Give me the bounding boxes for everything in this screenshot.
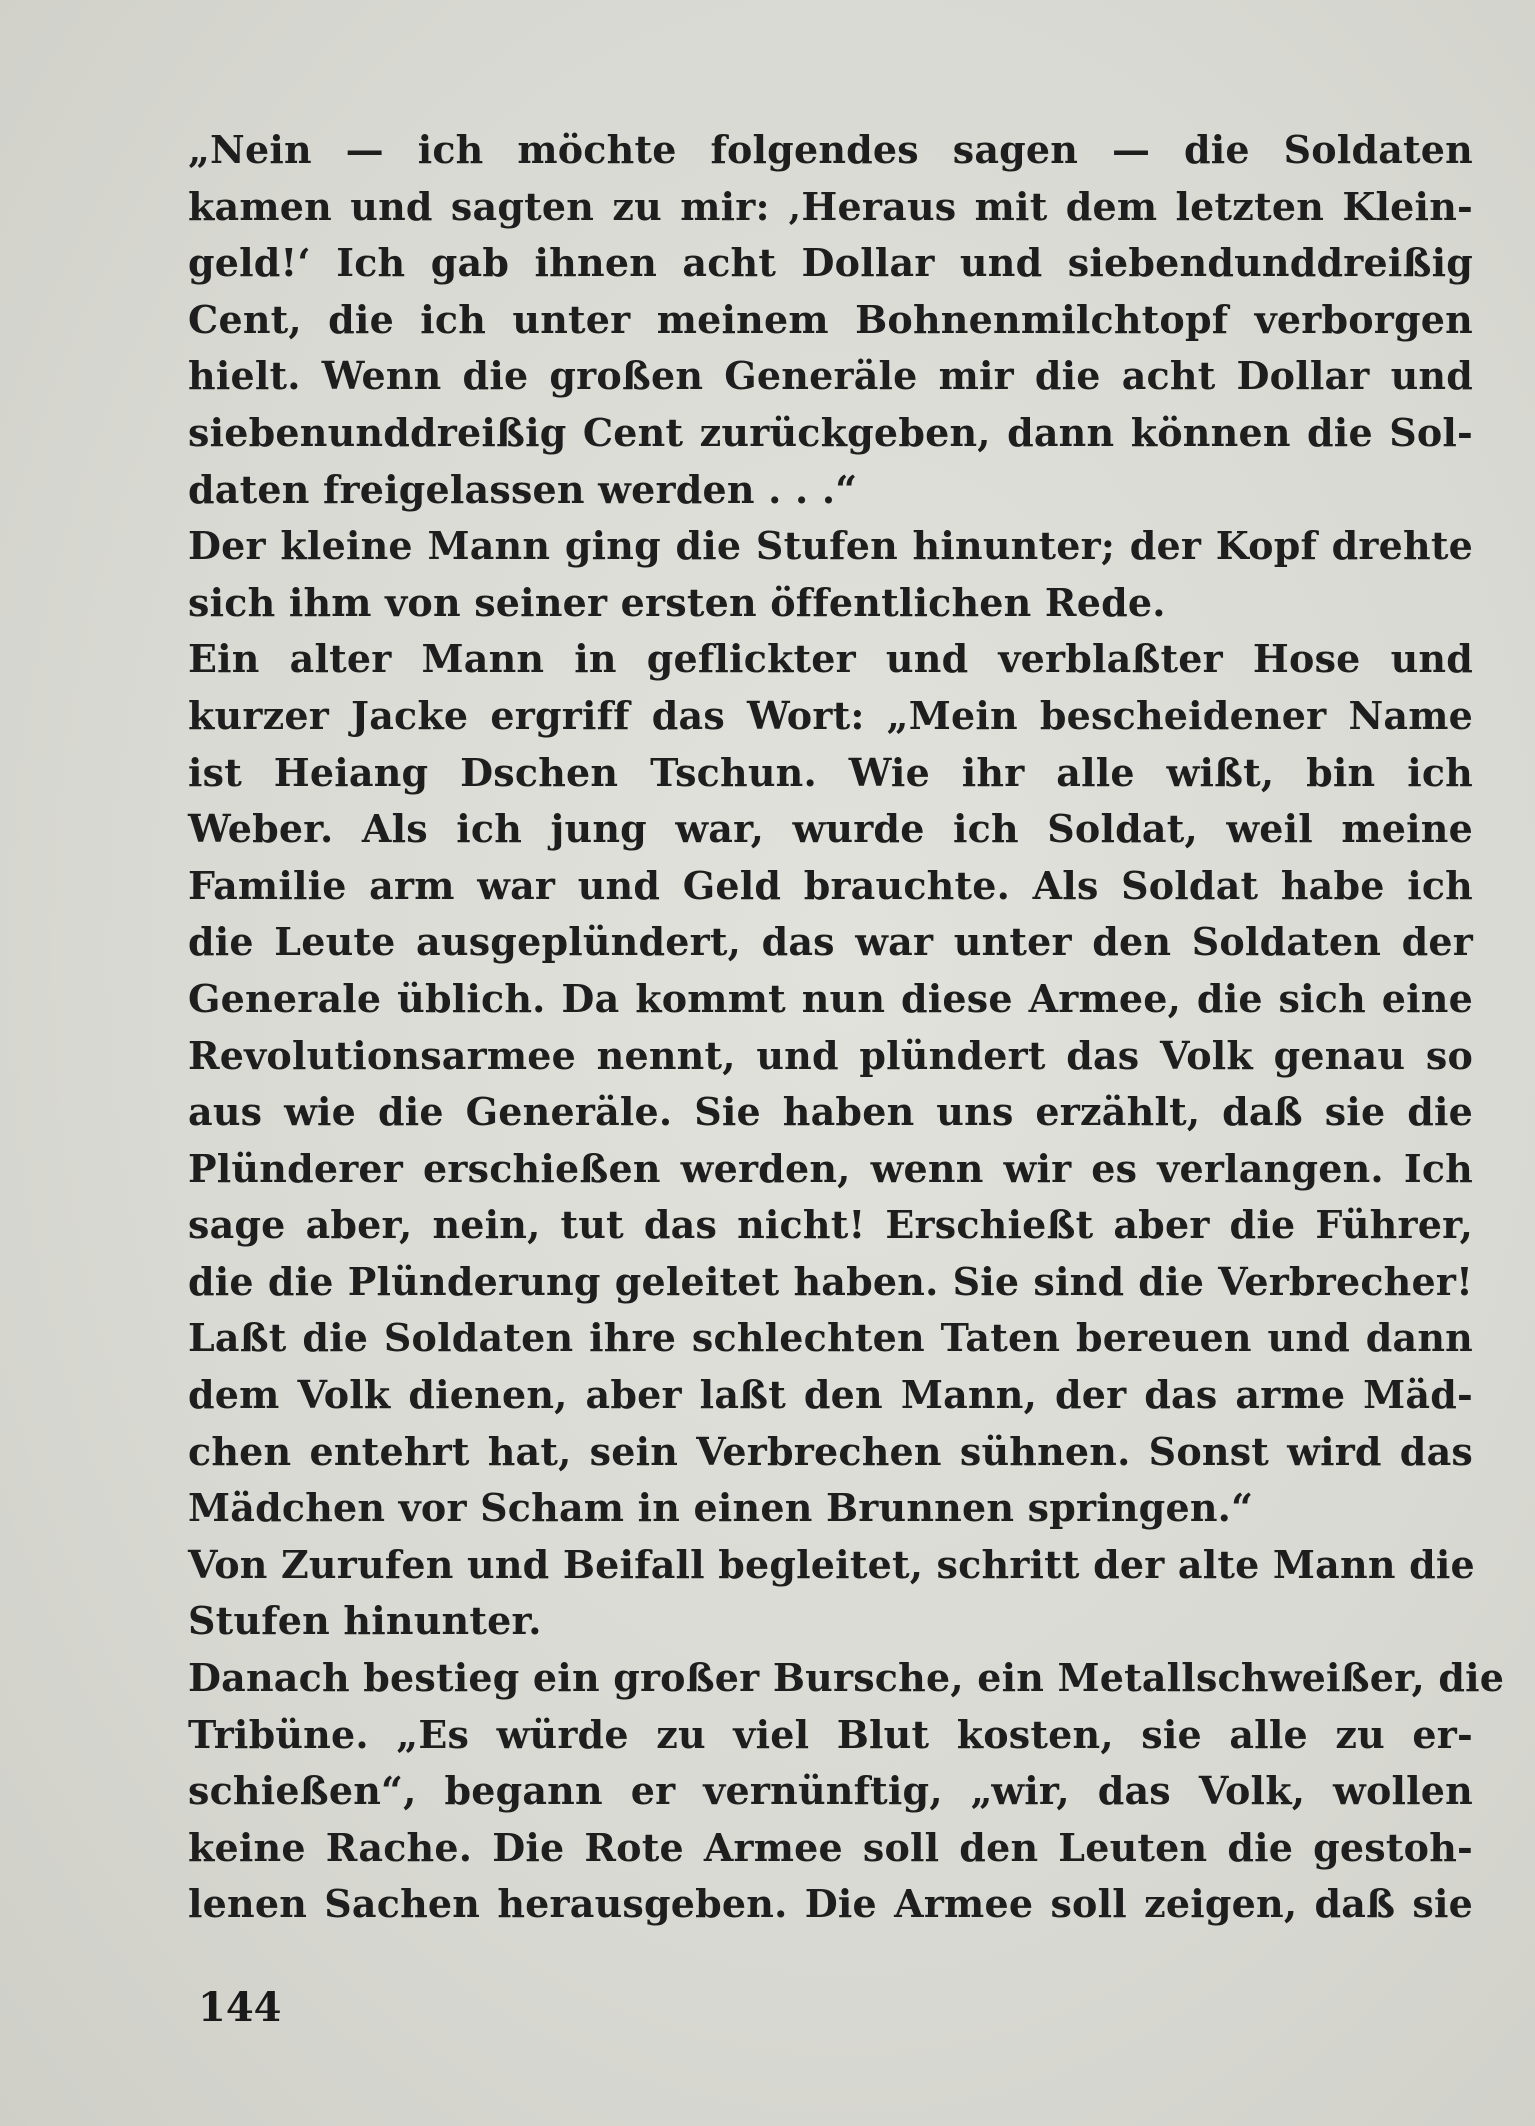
text-line: Weber. Als ich jung war, wurde ich Soldat, weil meine [188, 806, 1473, 852]
text-line: Ein alter Mann in geflickter und verblaßter Hose und [188, 636, 1473, 682]
text-line: Plünderer erschießen werden, wenn wir es verlangen. Ich [188, 1145, 1473, 1191]
text-line: siebenunddreißig Cent zurückgeben, dann können die Sol- [188, 409, 1473, 455]
text-line: sage aber, nein, tut das nicht! Erschießt aber die Führer, [188, 1202, 1473, 1248]
text-line: kamen und sagten zu mir: ‚Heraus mit dem letzten Klein- [188, 183, 1473, 229]
text-line: ist Heiang Dschen Tschun. Wie ihr alle wißt, bin ich [188, 749, 1473, 795]
text-line: Danach bestieg ein großer Bursche, ein Metallschweißer, die [188, 1655, 1505, 1701]
text-line: die die Plünderung geleitet haben. Sie sind die Verbrecher! [188, 1258, 1473, 1304]
text-line: Der kleine Mann ging die Stufen hinunter; der Kopf drehte [188, 523, 1473, 569]
text-line: chen entehrt hat, sein Verbrechen sühnen. Sonst wird das [188, 1428, 1473, 1474]
text-line: Mädchen vor Scham in einen Brunnen springen.“ [188, 1485, 1254, 1531]
body-text [188, 122, 1505, 1933]
text-line: hielt. Wenn die großen Generäle mir die acht Dollar und [188, 353, 1473, 399]
text-line: Revolutionsarmee nennt, und plündert das Volk genau so [188, 1032, 1473, 1078]
text-line: dem Volk dienen, aber laßt den Mann, der das arme Mäd- [188, 1372, 1473, 1418]
text-line: Tribüne. „Es würde zu viel Blut kosten, sie alle zu er- [188, 1711, 1473, 1757]
text-line: Cent, die ich unter meinem Bohnenmilchtopf verborgen [188, 296, 1473, 342]
text-line: Laßt die Soldaten ihre schlechten Taten bereuen und dann [188, 1315, 1473, 1361]
text-line: Stufen hinunter. [188, 1598, 542, 1644]
text-line: keine Rache. Die Rote Armee soll den Leuten die gestoh- [188, 1824, 1473, 1870]
text-line: geld!‘ Ich gab ihnen acht Dollar und siebendunddreißig [188, 240, 1473, 286]
text-line: schießen“, begann er vernünftig, „wir, das Volk, wollen [188, 1768, 1473, 1814]
text-line: Familie arm war und Geld brauchte. Als Soldat habe ich [188, 862, 1473, 908]
text-line: lenen Sachen herausgeben. Die Armee soll zeigen, daß sie [188, 1881, 1473, 1927]
text-line: die Leute ausgeplündert, das war unter den Soldaten der [188, 919, 1473, 965]
text-line: Von Zurufen und Beifall begleitet, schritt der alte Mann die [188, 1541, 1475, 1587]
text-line: daten freigelassen werden . . .“ [188, 466, 858, 512]
text-line: aus wie die Generäle. Sie haben uns erzählt, daß sie die [188, 1089, 1473, 1135]
text-line: kurzer Jacke ergriff das Wort: „Mein bescheidener Name [188, 692, 1473, 738]
page-number: 144 [198, 1984, 282, 2031]
text-line: sich ihm von seiner ersten öffentlichen Rede. [188, 579, 1166, 625]
text-line: Generale üblich. Da kommt nun diese Armee, die sich eine [188, 975, 1473, 1021]
text-line: „Nein — ich möchte folgendes sagen — die Soldaten [188, 127, 1473, 172]
